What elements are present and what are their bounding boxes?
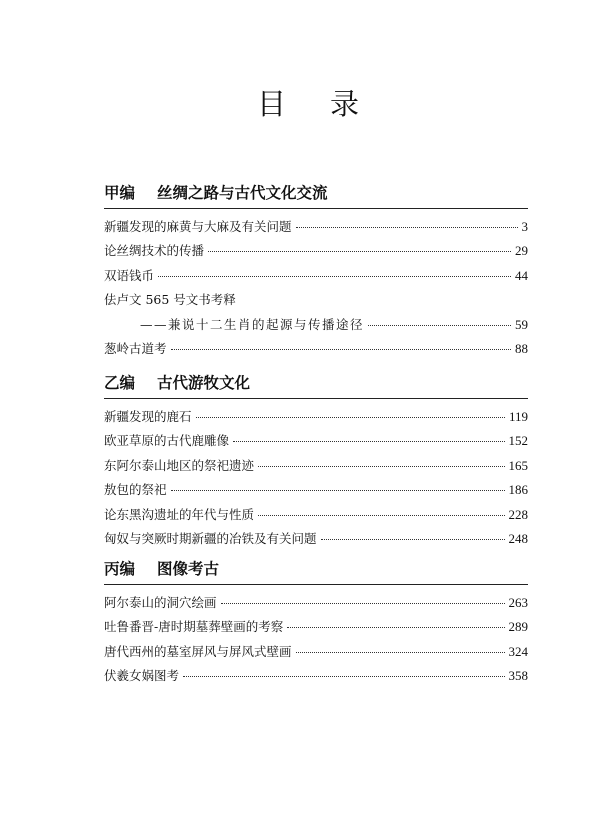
page-title xyxy=(0,82,616,123)
entry-page-number: 152 xyxy=(508,433,528,449)
entry-title: 双语钱币 xyxy=(104,267,155,283)
entry-title: 葱岭古道考 xyxy=(104,340,167,356)
entry-page-number: 165 xyxy=(508,457,528,473)
entry-title: 东阿尔泰山地区的祭祀遗迹 xyxy=(104,457,255,473)
entry-page-number: 59 xyxy=(515,316,528,332)
toc-entry[interactable] xyxy=(104,591,528,615)
toc-entry[interactable] xyxy=(104,288,528,312)
entry-page-number: 289 xyxy=(508,619,528,635)
entry-page-number: 3 xyxy=(521,219,528,234)
toc-entry[interactable] xyxy=(104,527,528,551)
dot-leader xyxy=(296,227,518,228)
entry-page-number: 186 xyxy=(508,482,528,498)
section-title: 丝绸之路与古代文化交流 xyxy=(157,184,328,202)
entry-title: 阿尔泰山的洞穴绘画 xyxy=(104,595,217,610)
dot-leader xyxy=(368,325,511,326)
toc-entry[interactable] xyxy=(104,264,528,288)
toc-entry[interactable] xyxy=(104,615,528,639)
entry-page-number: 228 xyxy=(508,506,528,522)
title-char-1: 目 xyxy=(256,87,330,121)
section-part-label: 丙编 xyxy=(104,560,136,578)
section-yi xyxy=(104,372,528,551)
entry-title: 吐鲁番晋-唐时期墓葬壁画的考察 xyxy=(104,619,284,635)
entry-title: 匈奴与突厥时期新疆的冶铁及有关问题 xyxy=(104,530,317,546)
toc-entry[interactable] xyxy=(104,405,528,429)
entry-page-number: 248 xyxy=(508,530,528,546)
section-title: 古代游牧文化 xyxy=(157,374,251,392)
entry-page-number: 358 xyxy=(508,668,528,684)
entry-page-number: 44 xyxy=(515,267,528,283)
entry-title: 敖包的祭祀 xyxy=(104,482,167,498)
section-heading xyxy=(104,182,528,209)
entry-page-number: 29 xyxy=(515,243,528,259)
entry-page-number: 119 xyxy=(508,409,528,424)
dot-leader xyxy=(296,652,505,653)
entry-title: 论东黑沟遗址的年代与性质 xyxy=(104,506,255,522)
entry-subtitle: ——兼说十二生肖的起源与传播途径 xyxy=(140,316,365,332)
entry-page-number: 88 xyxy=(515,340,528,356)
section-bing xyxy=(104,558,528,689)
dot-leader xyxy=(183,676,504,677)
entry-page-number: 263 xyxy=(508,595,528,610)
entry-title: 伏羲女娲图考 xyxy=(104,668,180,684)
toc-entry[interactable] xyxy=(104,215,528,239)
dot-leader xyxy=(287,627,504,628)
dot-leader xyxy=(321,539,505,540)
toc-entry[interactable] xyxy=(104,454,528,478)
entry-title: 新疆发现的麻黄与大麻及有关问题 xyxy=(104,219,292,234)
dot-leader xyxy=(221,603,505,604)
entry-title: 欧亚草原的古代鹿雕像 xyxy=(104,433,230,449)
toc-entry[interactable] xyxy=(104,337,528,361)
toc-entry[interactable] xyxy=(104,429,528,453)
section-part-label: 甲编 xyxy=(104,184,136,202)
entry-title: 新疆发现的鹿石 xyxy=(104,409,192,424)
dot-leader xyxy=(171,490,505,491)
section-jia xyxy=(104,182,528,361)
dot-leader xyxy=(171,349,511,350)
toc-entry[interactable] xyxy=(104,478,528,502)
dot-leader xyxy=(196,417,505,418)
toc-entry[interactable] xyxy=(104,640,528,664)
entry-page-number: 324 xyxy=(508,643,528,659)
dot-leader xyxy=(258,466,504,467)
title-char-2: 录 xyxy=(330,87,404,121)
section-heading xyxy=(104,558,528,585)
dot-leader xyxy=(258,515,504,516)
section-part-label: 乙编 xyxy=(104,374,136,392)
dot-leader xyxy=(233,441,504,442)
entry-title: 佉卢文 565 号文书考释 xyxy=(104,292,236,308)
toc-entry[interactable] xyxy=(104,503,528,527)
toc-entry-subtitle[interactable] xyxy=(104,313,528,337)
section-heading xyxy=(104,372,528,399)
dot-leader xyxy=(208,251,511,252)
entry-title: 论丝绸技术的传播 xyxy=(104,243,205,259)
toc-entry[interactable] xyxy=(104,239,528,263)
dot-leader xyxy=(158,276,511,277)
entry-title: 唐代西州的墓室屏风与屏风式壁画 xyxy=(104,643,292,659)
section-title: 图像考古 xyxy=(157,560,220,578)
toc-entry[interactable] xyxy=(104,664,528,688)
